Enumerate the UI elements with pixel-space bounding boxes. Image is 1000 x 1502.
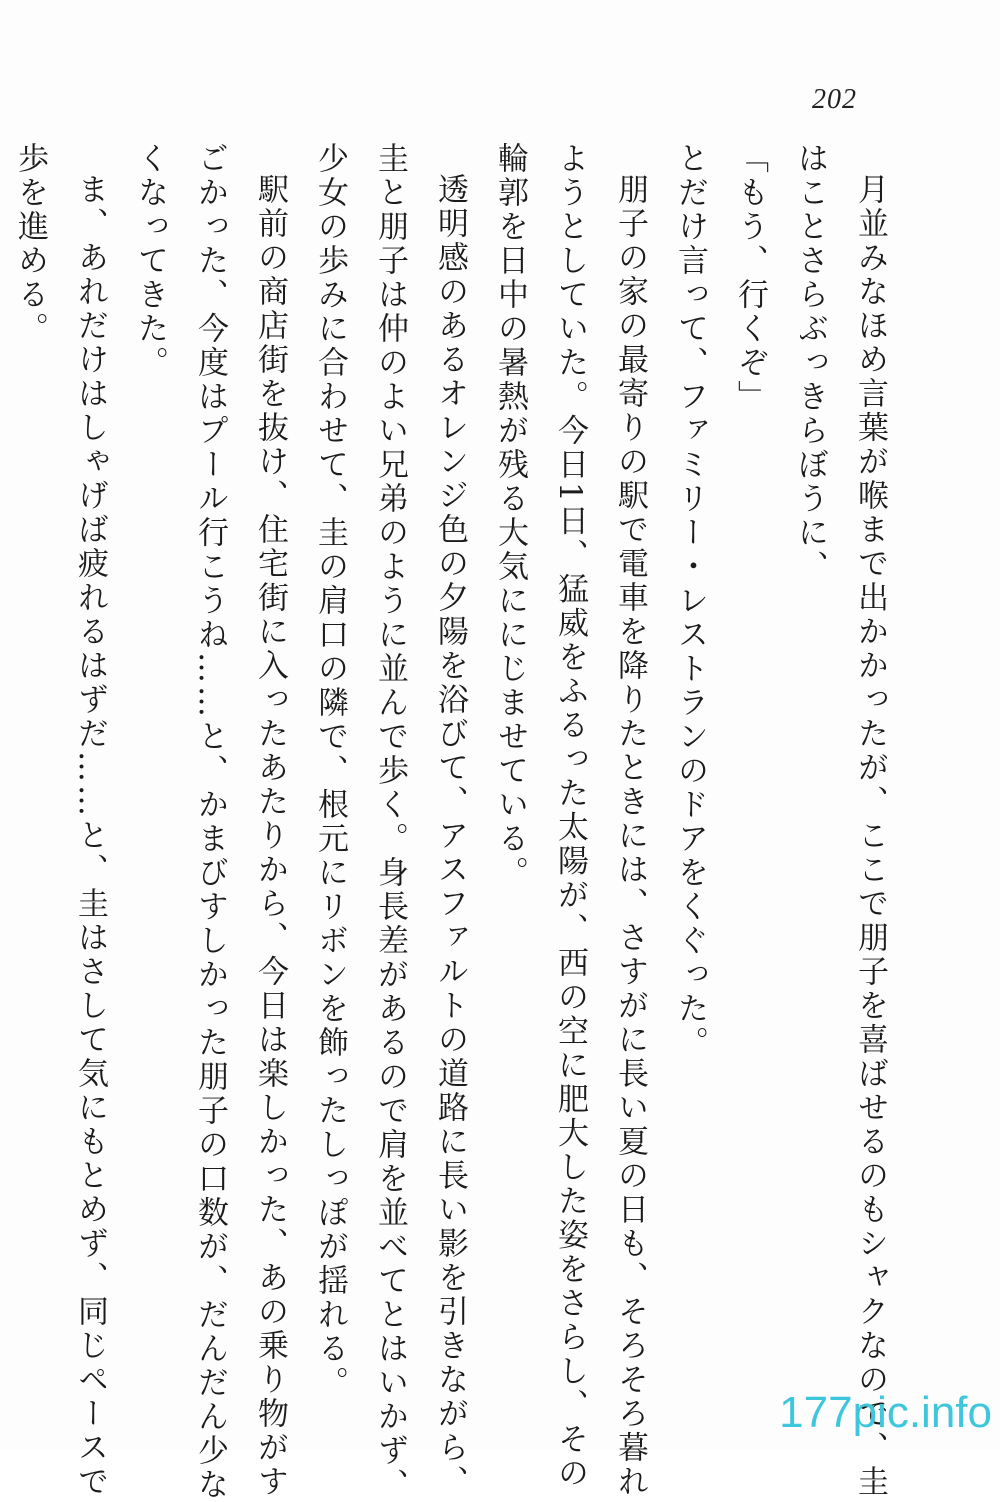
text-line: 月並みなほめ言葉が喉まで出かかったが、ここで朋子を喜ばせるのもシャクなので、圭 — [852, 173, 888, 1499]
text-line: くなってきた。 — [132, 142, 168, 380]
text-line: 圭と朋子は仲のよい兄弟のように並んで歩く。身長差があるので肩を並べてとはいかず、 — [372, 142, 408, 1502]
text-line: 駅前の商店街を抜け、住宅街に入ったあたりから、今日は楽しかった、あの乗り物がす — [252, 173, 288, 1499]
text-line: はことさらぶっきらぼうに、 — [792, 142, 828, 584]
page-number: 202 — [812, 84, 857, 115]
text-line: とだけ言って、ファミリー・レストランのドアをくぐった。 — [672, 142, 708, 1060]
text-line: 朋子の家の最寄りの駅で電車を降りたときには、さすがに長い夏の日も、そろそろ暮れ — [612, 173, 648, 1499]
text-line: ようとしていた。今日1日、猛威をふるった太陽が、西の空に肥大した姿をさらし、その — [552, 142, 588, 1491]
text-line: 透明感のあるオレンジ色の夕陽を浴びて、アスファルトの道路に長い影を引きながら、 — [432, 173, 468, 1499]
text-line: ごかった、今度はプール行こうね……と、かまびすしかった朋子の口数が、だんだん少な — [192, 142, 228, 1502]
watermark-text: 177pic.info — [779, 1388, 992, 1437]
text-line: 「もう、行くぞ」 — [732, 142, 768, 414]
text-line: ま、あれだけはしゃげば疲れるはずだ……と、圭はさして気にもとめず、同じペースで — [72, 173, 108, 1499]
text-line: 少女の歩みに合わせて、圭の肩口の隣で、根元にリボンを飾ったしっぽが揺れる。 — [312, 142, 348, 1400]
text-line: 歩を進める。 — [12, 142, 48, 346]
text-line: 輪郭を日中の暑熱が残る大気ににじませている。 — [492, 142, 528, 890]
